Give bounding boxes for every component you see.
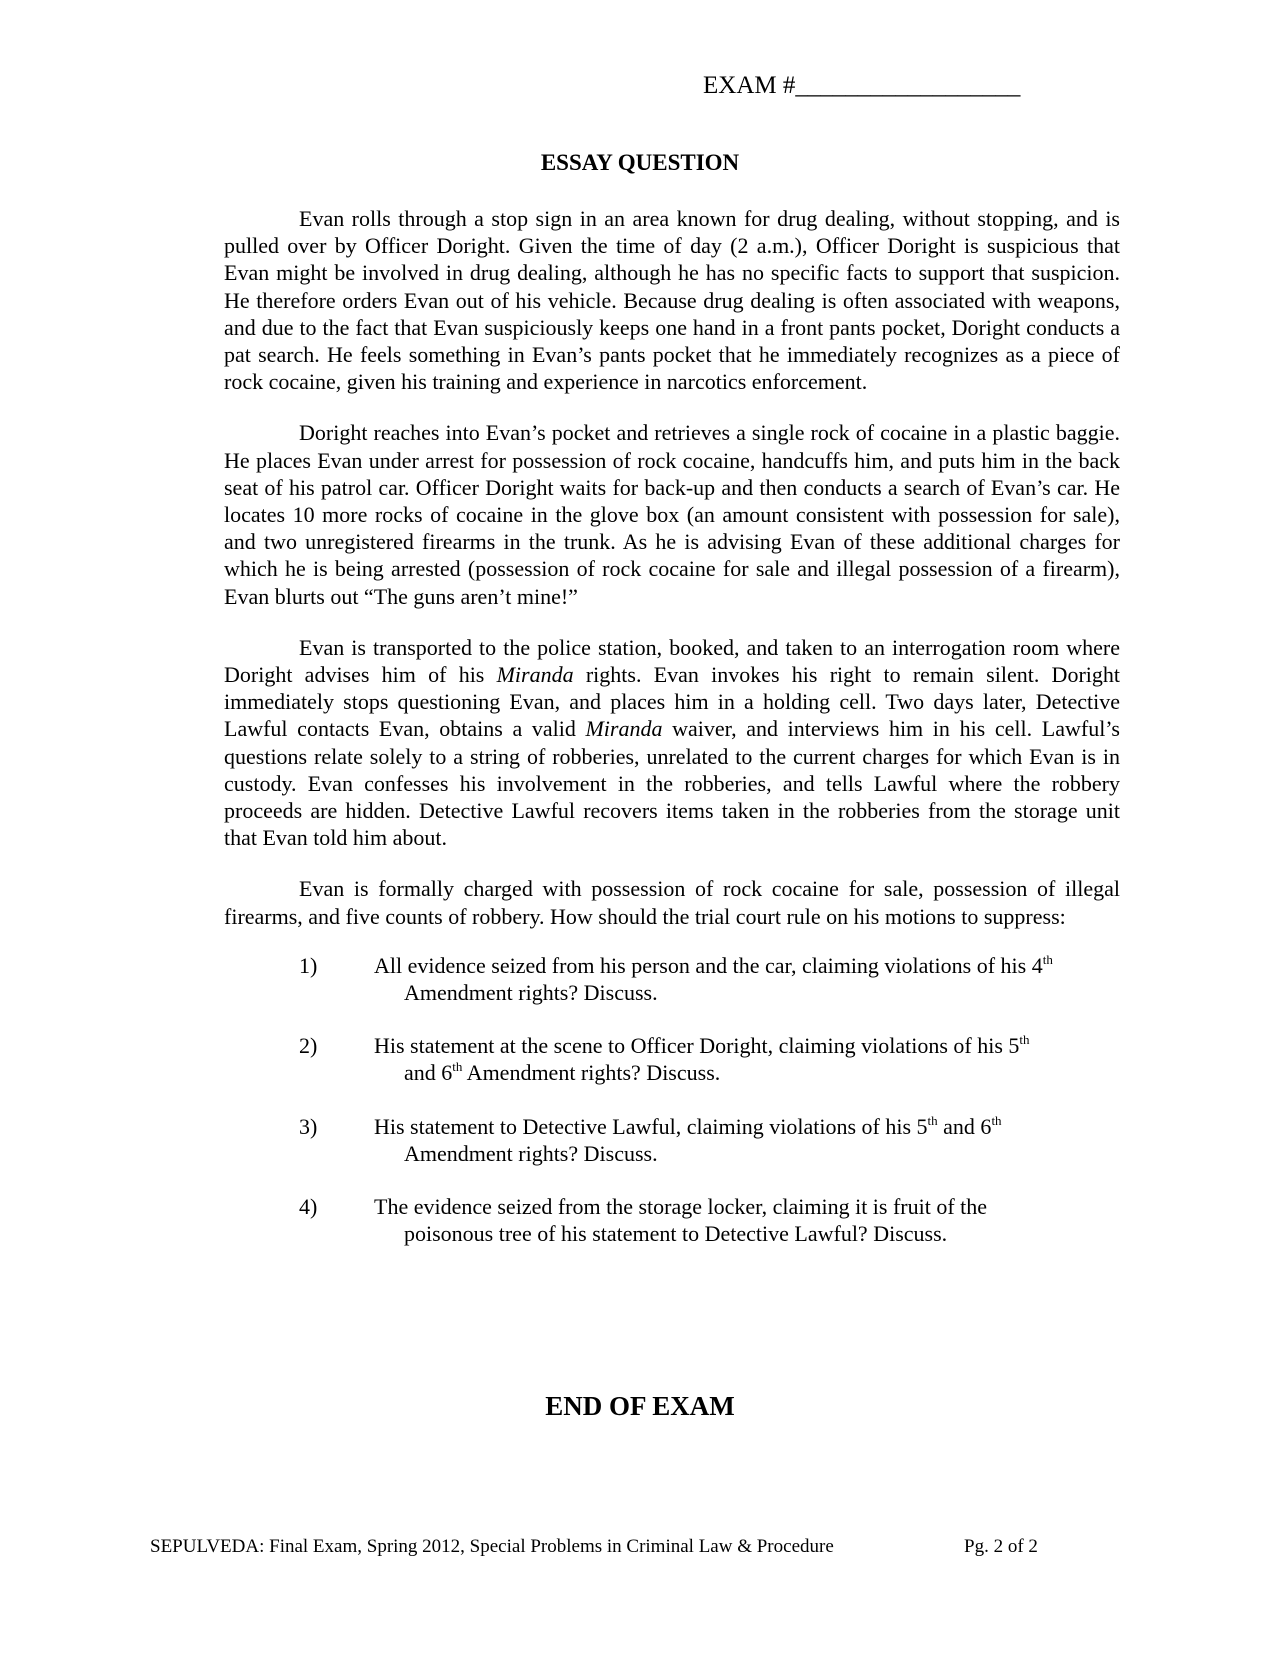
page-title: ESSAY QUESTION	[540, 150, 740, 175]
question-number: 1)	[299, 952, 318, 978]
question-text	[374, 952, 1120, 979]
paragraph-3-part-2: rights. Evan invokes his right to remain silent. Doright immediately stops questioning Evan, and places him in a holding cell. Two days later, Detective Lawful contacts Evan, obtains a valid	[224, 662, 1120, 742]
question-text: The evidence seized from the storage locker, claiming it is fruit of the	[374, 1194, 988, 1220]
footer-course-info: SEPULVEDA: Final Exam, Spring 2012, Special Problems in Criminal Law & Procedure	[150, 1536, 834, 1557]
question-number: 4)	[299, 1194, 318, 1220]
ordinal-suffix: th	[1042, 951, 1053, 967]
question-item-1	[224, 952, 1120, 1006]
question-text-part: and 6	[404, 1060, 453, 1086]
question-text-part: and 6	[937, 1113, 992, 1139]
question-text-part: All evidence seized from his person and the car, claiming violations of his 4	[374, 952, 1043, 978]
question-number: 3)	[299, 1113, 318, 1139]
question-text-continued	[374, 1059, 1120, 1086]
miranda-italic-1: Miranda	[496, 662, 574, 688]
question-item-2	[224, 1032, 1120, 1086]
question-text	[374, 1113, 1120, 1140]
question-text-part: His statement to Detective Lawful, claiming violations of his 5	[374, 1113, 928, 1139]
paragraph-3	[224, 634, 1120, 852]
paragraph-4: Evan is formally charged with possession of rock cocaine for sale, possession of illegal firearms, and five counts of robbery. How should the trial court rule on his motions to suppress:	[224, 876, 1120, 929]
question-number: 2)	[299, 1033, 318, 1059]
ordinal-suffix: th	[991, 1112, 1002, 1128]
question-text-part: His statement at the scene to Officer Doright, claiming violations of his 5	[374, 1033, 1020, 1059]
question-text-continued: Amendment rights? Discuss.	[404, 1140, 658, 1166]
end-of-exam-heading: END OF EXAM	[545, 1391, 735, 1421]
ordinal-suffix: th	[927, 1112, 938, 1128]
ordinal-suffix: th	[1019, 1032, 1030, 1048]
question-text-part: Amendment rights? Discuss.	[462, 1060, 721, 1086]
paragraph-3-part-1: Evan is transported to the police station, booked, and taken to an interrogation room where Doright advises him of his	[224, 634, 1120, 688]
exam-number-line: EXAM #__________________	[703, 72, 1021, 99]
question-text-continued: poisonous tree of his statement to Detective Lawful? Discuss.	[404, 1221, 948, 1247]
question-item-4	[224, 1193, 1120, 1247]
footer-page-number: Pg. 2 of 2	[964, 1536, 1038, 1557]
question-body	[224, 205, 1120, 1274]
miranda-italic-2: Miranda	[585, 716, 663, 742]
paragraph-1: Evan rolls through a stop sign in an area known for drug dealing, without stopping, and is pulled over by Officer Doright. Given the time of day (2 a.m.), Officer Doright is suspicious that Evan might be involved in drug dealing, although he has no specific facts to support that suspicion. He therefore orders Evan out of his vehicle. Because drug dealing is often associated with weapons, and due to the fact that Evan suspiciously keeps one hand in a front pants pocket, Doright conducts a pat search. He feels something in Evan’s pants pocket that he immediately recognizes as a piece of rock cocaine, given his training and experience in narcotics enforcement.	[224, 206, 1120, 395]
paragraph-3-part-3: waiver, and interviews him in his cell. Lawful’s questions relate solely to a string of robberies, unrelated to the current charges for which Evan is in custody. Evan confesses his involvement in the robberies, and tells Lawful where the robbery proceeds are hidden. Detective Lawful recovers items taken in the robberies from the storage unit that Evan told him about.	[224, 716, 1120, 851]
question-text	[374, 1032, 1120, 1059]
question-text-continued: Amendment rights? Discuss.	[404, 980, 658, 1006]
question-list	[224, 952, 1120, 1248]
paragraph-2: Doright reaches into Evan’s pocket and retrieves a single rock of cocaine in a plastic baggie. He places Evan under arrest for possession of rock cocaine, handcuffs him, and puts him in the back seat of his patrol car. Officer Doright waits for back-up and then conducts a search of Evan’s car. He locates 10 more rocks of cocaine in the glove box (an amount consistent with possession for sale), and two unregistered firearms in the trunk. As he is advising Evan of these additional charges for which he is being arrested (possession of rock cocaine for sale and illegal possession of a firearm), Evan blurts out “The guns aren’t mine!”	[224, 420, 1120, 609]
question-item-3	[224, 1113, 1120, 1167]
ordinal-suffix: th	[452, 1059, 463, 1075]
